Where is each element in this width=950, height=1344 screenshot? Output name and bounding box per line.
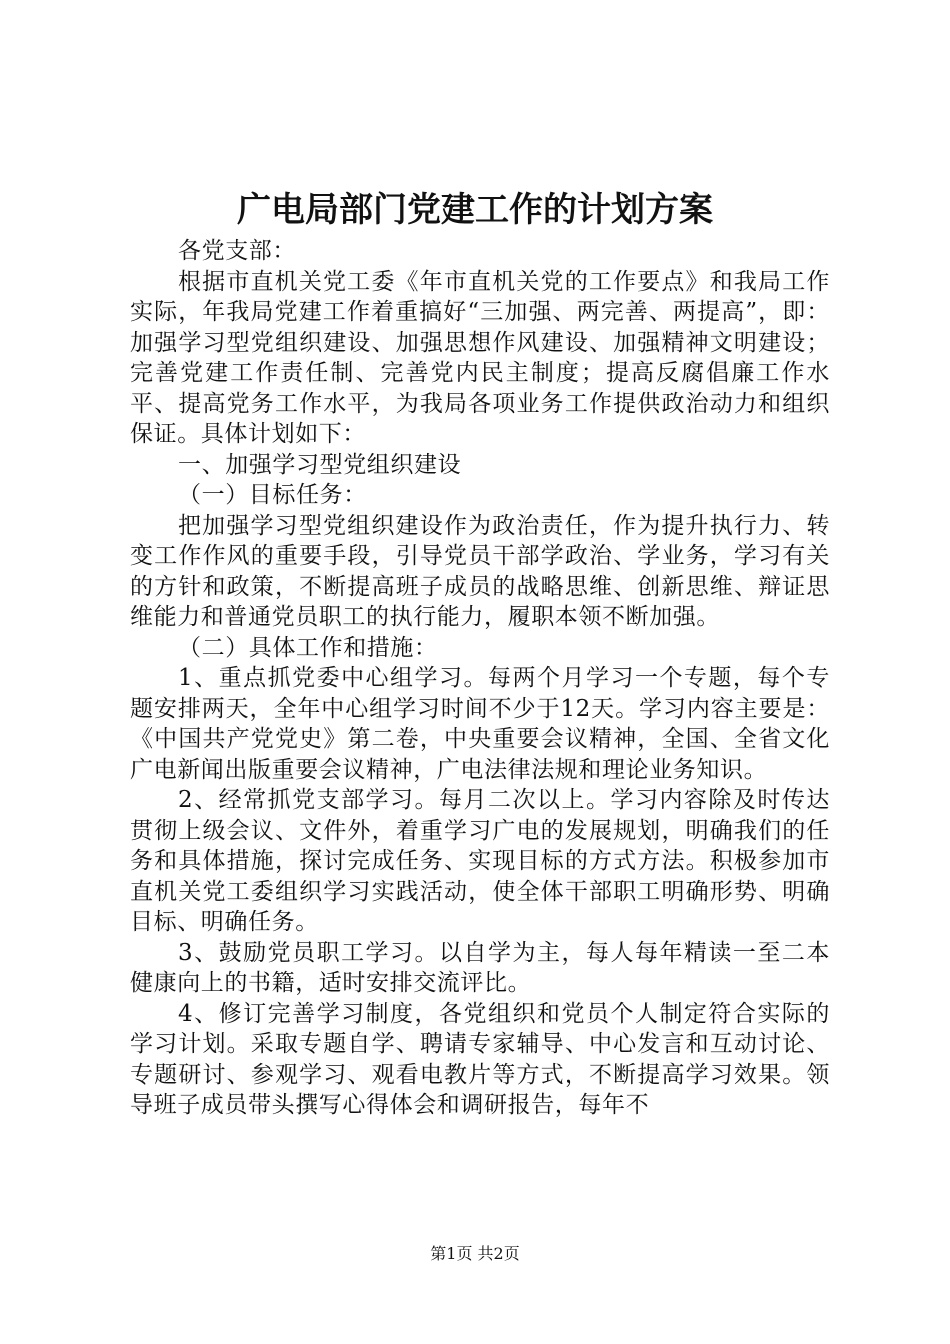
document-body: [130, 236, 830, 1121]
salutation: 各党支部：: [178, 238, 296, 264]
list-item: 1、重点抓党委中心组学习。每两个月学习一个专题，每个专题安排两天，全年中心组学习时间不少于12天。学习内容主要是：《中国共产党党史》第二卷，中央重要会议精神，全国、全省文化广电新闻出版重要会议精神，广电法律法规和理论业务知识。: [130, 665, 830, 783]
list-item: 4、修订完善学习制度，各党组织和党员个人制定符合实际的学习计划。采取专题自学、聘请专家辅导、中心发言和互动讨论、专题研讨、参观学习、观看电教片等方式，不断提高学习效果。领导班子成员带头撰写心得体会和调研报告，每年不: [130, 1000, 830, 1118]
list-item: 2、经常抓党支部学习。每月二次以上。学习内容除及时传达贯彻上级会议、文件外，着重学习广电的发展规划，明确我们的任务和具体措施，探讨完成任务、实现目标的方式方法。积极参加市直机关党工委组织学习实践活动，使全体干部职工明确形势、明确目标、明确任务。: [130, 787, 830, 935]
list-item: 3、鼓励党员职工学习。以自学为主，每人每年精读一至二本健康向上的书籍，适时安排交流评比。: [130, 939, 830, 996]
body-paragraph: 把加强学习型党组织建设作为政治责任，作为提升执行力、转变工作作风的重要手段，引导党员干部学政治、学业务，学习有关的方针和政策，不断提高班子成员的战略思维、创新思维、辩证思维能力和普通党员职工的执行能力，履职本领不断加强。: [130, 512, 830, 630]
document-title: 广电局部门党建工作的计划方案: [237, 190, 713, 230]
section-heading: 一、加强学习型党组织建设: [178, 451, 462, 478]
page-number: 第1页 共2页: [430, 1244, 520, 1263]
subsection-heading: （二）具体工作和措施：: [178, 634, 438, 661]
intro-paragraph: 根据市直机关党工委《年市直机关党的工作要点》和我局工作实际，年我局党建工作着重搞好“三加强、两完善、两提高”，即：加强学习型党组织建设、加强思想作风建设、加强精神文明建设；完善党建工作责任制、完善党内民主制度；提高反腐倡廉工作水平、提高党务工作水平，为我局各项业务工作提供政治动力和组织保证。具体计划如下：: [130, 268, 830, 447]
subsection-heading: （一）目标任务：: [178, 482, 367, 508]
